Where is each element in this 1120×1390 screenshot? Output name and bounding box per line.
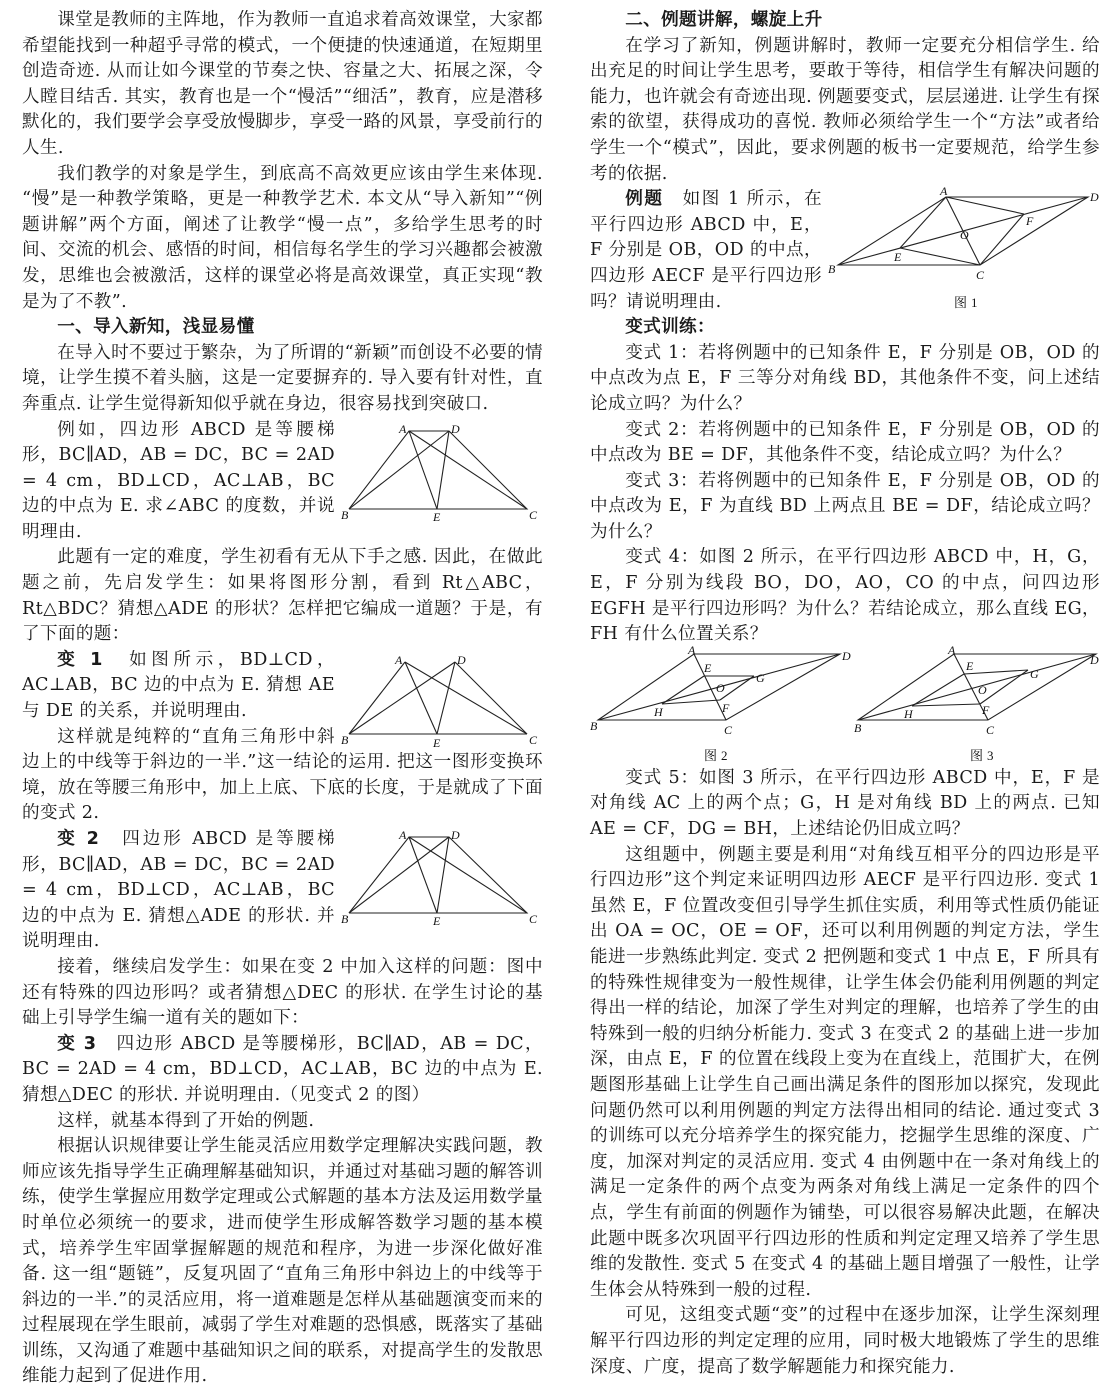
figures-2-3 bbox=[590, 642, 1100, 766]
training-heading: 变式训练： bbox=[625, 317, 715, 338]
svg-text:E: E bbox=[433, 509, 441, 524]
variant3-text: 四边形 ABCD 是等腰梯形，BC∥AD，AB = DC，BC = 2AD = 4 cm，BD⊥CD，AC⊥AB，BC 边的中点为 E. 猜想△DEC 的形状. 并说明理由.（见变式 2 的图） bbox=[22, 1033, 544, 1105]
variant-form-5: 变式 5：如图 3 所示，在平行四边形 ABCD 中，E，F 是对角线 AC 上的两个点；G，H 是对角线 BD 上的两点. 已知 AE = CF，DG = BH，上述结论仍旧成立吗？ bbox=[590, 767, 1100, 840]
svg-text:A: A bbox=[395, 652, 403, 667]
svg-text:B: B bbox=[854, 720, 862, 735]
svg-text:O: O bbox=[978, 682, 988, 697]
svg-text:C: C bbox=[529, 732, 538, 747]
section-heading-2: 二、例题讲解，螺旋上升 bbox=[625, 10, 823, 30]
variant1-label: 变 1 bbox=[57, 649, 103, 670]
example-text: 如图 1 所示，在平行四边形 ABCD 中，E，F 分别是 OB，OD 的中点，四边形 AECF 是平行四边形吗？请说明理由. bbox=[590, 189, 822, 312]
svg-text:D: D bbox=[451, 421, 461, 436]
svg-text:D: D bbox=[1090, 190, 1100, 205]
cognition-paragraph: 根据认识规律要让学生能灵活应用数学定理解决实践问题，教师应该先指导学生正确理解基础知识，并通过对基础习题的解答训练，使学生掌握应用数学定理或公式解题的基本方法及运用数学量时单位必须统一的要求，进而使学生形成解答数学习题的基本模式，培养学生牢固掌握解题的规范和程序，为进一步深化做好准备. 这一组“题链”，反复巩固了“直角三角形中斜边上的中线等于斜边的一半.”的灵活应用，将一道难题是怎样从基础题演变而来的过程展现在学生眼前，减弱了学生对难题的恐惧感，既落实了基础训练，又沟通了难题中基础知识之间的联系，对提高学生的发散思维能力起到了促进作用. bbox=[22, 1136, 543, 1387]
after-variant1-paragraph: 这样就是纯粹的“直角三角形中斜边上的中线等于斜边的一半.”这一结论的运用. 把这一图形变换环境，放在等腰三角形中，加上上底、下底的长度，于是就成了下面的变式 2. bbox=[22, 726, 543, 824]
analysis-paragraph: 这组题中，例题主要是利用“对角线互相平分的四边形是平行四边形”这个判定来证明四边形 AECF 是平行四边形. 变式 1 虽然 E，F 位置改变但引导学生抓住实质，利用等式性质仍能证出 OA = OC，OE = OF，还可以利用例题的判定方法，学生能进一步熟练此判定. 变式 2 把例题和变式 1 中点 E，F 所具有的特殊性规律变为一般性规律，让学生体会仍能利用例题的判定得出一样的结论，加深了学生对判定的理解，也培养了学生的由特殊到一般的归纳分析能力. 变式 3 在变式 2 的基础上进一步加深，由点 E，F 的位置在线段上变为在直线上，范围扩大，在例题图形基础上让学生自己画出满足条件的图形加以探究，发现此问题仍然可以利用例题的判定方法得出相同的结论. 通过变式 3 的训练可以充分培养学生的探究能力，挖掘学生思维的深度、广度，加深对判定的灵活应用. 变式 4 由例题中在一条对角线上的满足一定条件的两个点变为两条对角线上满足一定条件的四个点，学生有前面的例题作为铺垫，可以很容易解决此题，在解决此题中既多次巩固平行四边形的性质和判定定理又培养了学生思维的发散性. 变式 5 在变式 4 的基础上题目增强了一般性，让学生体会从特殊到一般的过程. bbox=[590, 844, 1100, 1300]
variant-form-1: 变式 1：若将例题中的已知条件 E，F 分别是 OB，OD 的中点改为点 E，F 三等分对角线 BD，其他条件不变，问上述结论成立吗？为什么？ bbox=[590, 342, 1100, 414]
variant2-text: 四边形 ABCD 是等腰梯形，BC∥AD，AB = DC，BC = 2AD = 4 cm，BD⊥CD，AC⊥AB，BC 边的中点为 E. 猜想△ADE 的形状. 并说明理由. bbox=[22, 829, 335, 952]
figure-2-caption: 图 2 bbox=[704, 747, 728, 763]
basic-paragraph: 这样，就基本得到了开始的例题. bbox=[57, 1110, 315, 1131]
svg-text:C: C bbox=[724, 722, 733, 737]
variant-form-3: 变式 3：若将例题中的已知条件 E，F 分别是 OB，OD 的中点改为 E，F 为直线 BD 上两点且 BE = DF，结论成立吗？为什么？ bbox=[590, 470, 1100, 542]
intro-paragraph-1: 课堂是教师的主阵地，作为教师一直追求着高效课堂，大家都希望能找到一种超乎寻常的模式，一个便捷的快速通道，在短期里创造奇迹. 从而让如今课堂的节奏之快、容量之大、拓展之深，令人瞠目结舌. 其实，教育也是一个“慢活”“细活”，教育，应是潜移默化的，我们要学会享受放慢脚步，享受一路的风景，享受前行的人生. bbox=[22, 10, 543, 158]
svg-text:O: O bbox=[716, 680, 726, 695]
left-column bbox=[22, 8, 543, 1390]
svg-text:H: H bbox=[654, 704, 664, 719]
svg-text:E: E bbox=[433, 735, 441, 750]
svg-text:D: D bbox=[1090, 652, 1100, 667]
svg-text:B: B bbox=[828, 262, 836, 277]
svg-text:G: G bbox=[756, 670, 766, 685]
variant3-label: 变 3 bbox=[57, 1033, 97, 1054]
svg-text:E: E bbox=[966, 658, 974, 673]
after-variant2-paragraph: 接着，继续启发学生：如果在变 2 中加入这样的问题：图中还有特殊的四边形吗？或者猜想△DEC 的形状. 在学生讨论的基础上引导学生编一道有关的题如下： bbox=[22, 956, 543, 1029]
figure-3-caption: 图 3 bbox=[970, 747, 994, 763]
section2-paragraph: 在学习了新知，例题讲解时，教师一定要充分相信学生. 给出充足的时间让学生思考，要敢于等待，相信学生有解决问题的能力，也许就会有奇迹出现. 例题要变式，层层递进. 让学生有探索的欲望，获得成功的喜悦. 教师必须给学生一个“方法”或者给学生一个“模式”，因此，要求例题的板书一定要规范，给学生参考的依据. bbox=[590, 35, 1100, 184]
svg-text:B: B bbox=[341, 507, 349, 522]
svg-text:F: F bbox=[982, 702, 990, 717]
svg-text:D: D bbox=[842, 648, 852, 663]
variant2-label: 变 2 bbox=[57, 829, 100, 849]
conclusion-paragraph: 可见，这组变式题“变”的过程中在逐步加深，让学生深刻理解平行四边形的判定定理的应用，同时极大地锻炼了学生的思维深度、广度，提高了数学解题能力和探究能力. bbox=[590, 1305, 1100, 1377]
svg-text:O: O bbox=[960, 228, 970, 243]
difficulty-paragraph: 此题有一定的难度，学生初看有无从下手之感. 因此，在做此题之前，先启发学生：如果将图形分割，看到 Rt△ABC，Rt△BDC？猜想△ADE 的形状？怎样把它编成一道题？于是，有了下面的题： bbox=[22, 547, 543, 645]
trapezoid-figure-example bbox=[341, 421, 541, 524]
right-column bbox=[590, 8, 1100, 1380]
figure-1 bbox=[828, 184, 1100, 313]
svg-text:D: D bbox=[457, 652, 467, 667]
svg-text:A: A bbox=[399, 828, 407, 842]
example-problem-text: 例如，四边形 ABCD 是等腰梯形，BC∥AD，AB = DC，BC = 2AD = 4 cm，BD⊥CD，AC⊥AB，BC 边的中点为 E. 求∠ABC 的度数，并说明理由. bbox=[22, 419, 335, 542]
figure-1-caption: 图 1 bbox=[954, 295, 978, 311]
svg-text:D: D bbox=[451, 828, 461, 842]
section1-paragraph: 在导入时不要过于繁杂，为了所谓的“新颖”而创设不必要的情境，让学生摸不着头脑，这是一定要摒弃的. 导入要有针对性，直奔重点. 让学生觉得新知似乎就在身边，很容易找到突破口. bbox=[22, 342, 543, 414]
svg-text:B: B bbox=[590, 718, 598, 733]
variant2-figure bbox=[341, 828, 541, 928]
svg-text:A: A bbox=[940, 184, 948, 199]
svg-text:H: H bbox=[904, 706, 914, 721]
svg-text:E: E bbox=[704, 660, 712, 675]
figure-2 bbox=[590, 642, 852, 766]
svg-text:E: E bbox=[894, 250, 902, 265]
intro-paragraph-2: 我们教学的对象是学生，到底高不高效更应该由学生来体现. “慢”是一种教学策略，更是一种教学艺术. 本文从“导入新知”“例题讲解”两个方面，阐述了让教学“慢一点”，多给学生思考的时间、交流的机会、感悟的时间，相信每名学生的学习兴趣都会被激发，思维也会被激活，这样的课堂必将是高效课堂，真正实现“教是为了不教”. bbox=[22, 163, 543, 312]
variant3 bbox=[22, 1032, 543, 1109]
variant-form-4: 变式 4：如图 2 所示，在平行四边形 ABCD 中，H，G，E，F 分别为线段 BO，DO，AO，CO 的中点，问四边形 EGFH 是平行四边形吗？为什么？若结论成立，那么直线 EG，FH 有什么位置关系？ bbox=[590, 547, 1100, 645]
svg-text:A: A bbox=[948, 642, 956, 657]
svg-text:C: C bbox=[529, 507, 538, 522]
svg-text:A: A bbox=[688, 642, 696, 657]
svg-text:B: B bbox=[341, 732, 349, 747]
variant-form-2: 变式 2：若将例题中的已知条件 E，F 分别是 OB，OD 的中点改为 BE = DF，其他条件不变，结论成立吗？为什么？ bbox=[590, 419, 1100, 466]
svg-text:F: F bbox=[1026, 214, 1034, 229]
figure-3 bbox=[854, 642, 1100, 766]
svg-text:E: E bbox=[433, 914, 441, 928]
example-label: 例题 bbox=[625, 189, 664, 210]
svg-text:F: F bbox=[722, 700, 730, 715]
variant1-figure bbox=[341, 650, 541, 750]
svg-text:B: B bbox=[341, 912, 349, 926]
svg-text:C: C bbox=[529, 912, 538, 926]
section-heading-1: 一、导入新知，浅显易懂 bbox=[57, 317, 255, 338]
svg-text:A: A bbox=[399, 421, 407, 436]
svg-text:C: C bbox=[976, 268, 985, 283]
svg-text:G: G bbox=[1030, 666, 1040, 681]
variant1-text: 如图所示，BD⊥CD，AC⊥AB，BC 边的中点为 E. 猜想 AE 与 DE 的关系，并说明理由. bbox=[22, 649, 335, 722]
svg-text:C: C bbox=[986, 722, 995, 737]
